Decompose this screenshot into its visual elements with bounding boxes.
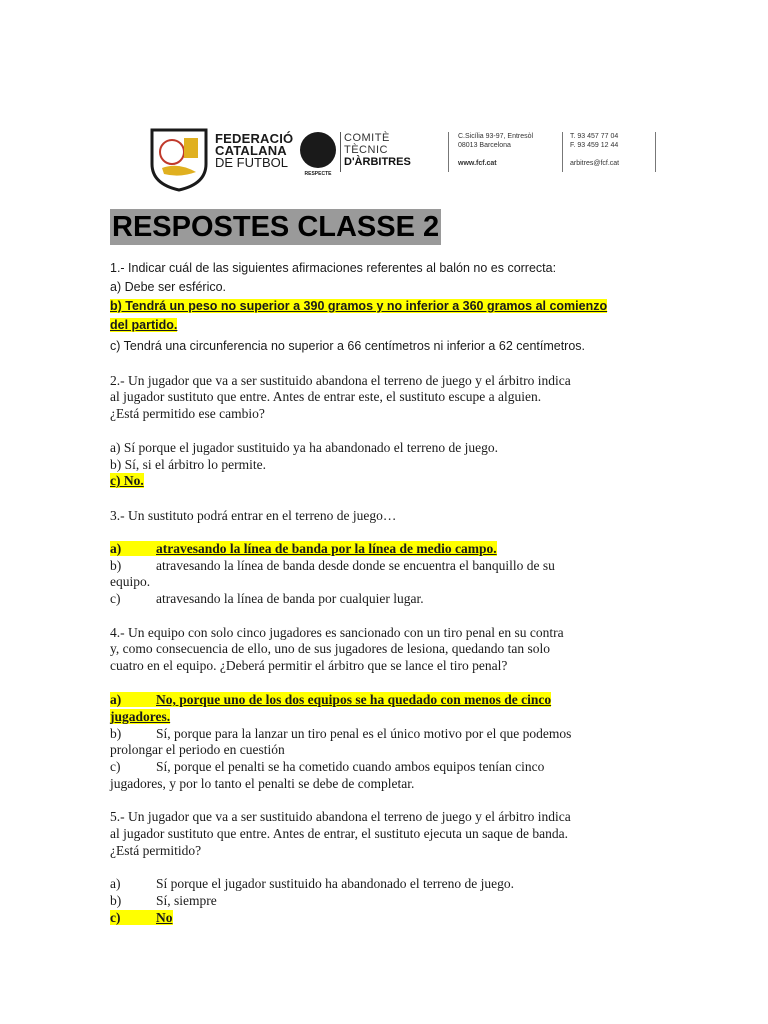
q4-c-text: Sí, porque el penalti se ha cometido cuando ambos equipos tenían cinco bbox=[156, 759, 545, 774]
q1-option-c: c) Tendrá una circunferencia no superior a 66 centímetros ni inferior a 62 centímetros. bbox=[110, 339, 586, 353]
contact-block bbox=[570, 132, 619, 168]
q4-question-line3: cuatro en el equipo. ¿Deberá permitir el árbitro que se lance el tiro penal? bbox=[110, 658, 508, 673]
q4-a-letter: a) bbox=[110, 692, 122, 707]
comite-line1: COMITÈ bbox=[344, 132, 390, 144]
divider bbox=[655, 132, 656, 172]
q2-option-b: b) Sí, si el árbitro lo permite. bbox=[110, 457, 266, 472]
address-block bbox=[458, 132, 533, 168]
q2-correct-answer: c) No. bbox=[110, 473, 144, 488]
q3-a-letter: a) bbox=[110, 541, 122, 556]
q2-question-line3: ¿Está permitido ese cambio? bbox=[110, 406, 265, 421]
q5-c-letter: c) bbox=[110, 910, 121, 925]
q1-option-b-cont bbox=[110, 316, 177, 335]
q4-option-a-cont bbox=[110, 708, 170, 725]
q5-b-letter: b) bbox=[110, 893, 122, 908]
q4-b-letter: b) bbox=[110, 726, 122, 741]
q3-b-text: atravesando la línea de banda desde donde se encuentra el banquillo de su bbox=[156, 558, 555, 573]
address-street: C.Sicília 93-97, Entresòl bbox=[458, 133, 534, 140]
q4-option-b bbox=[110, 725, 571, 742]
committee-name bbox=[344, 132, 411, 168]
fed-line1: FEDERACIÓ bbox=[215, 131, 294, 146]
fed-line3: DE FUTBOL bbox=[215, 155, 288, 170]
q4-option-c bbox=[110, 758, 544, 775]
q3-option-a bbox=[110, 540, 497, 557]
q4-question-line2: y, como consecuencia de ello, uno de sus jugadores de lesiona, quedando tan solo bbox=[110, 641, 551, 656]
q5-question-line2: al jugador sustituto que entre. Antes de entrar, el sustituto ejecuta un saque de banda. bbox=[110, 826, 568, 841]
q3-b-letter: b) bbox=[110, 558, 122, 573]
address-city: 08013 Barcelona bbox=[458, 142, 511, 149]
q4-c-letter: c) bbox=[110, 759, 121, 774]
q3-option-c bbox=[110, 590, 424, 607]
q4-correct-answer bbox=[110, 692, 551, 707]
q2-question-line2: al jugador sustituto que entre. Antes de entrar este, el sustituto escupe a alguien. bbox=[110, 389, 542, 404]
fax-number: F. 93 459 12 44 bbox=[570, 142, 619, 149]
phone-number: T. 93 457 77 04 bbox=[570, 133, 619, 140]
comite-line3: D'ÀRBITRES bbox=[344, 156, 411, 168]
q5-option-c bbox=[110, 909, 173, 926]
q2-option-a: a) Sí porque el jugador sustituido ya ha abandonado el terreno de juego. bbox=[110, 440, 499, 455]
q1-option-b-line2: del partido. bbox=[110, 318, 178, 332]
page-title: RESPOSTES CLASSE 2 bbox=[112, 211, 440, 243]
q5-question-line1: 5.- Un jugador que va a ser sustituido abandona el terreno de juego y el árbitro indica bbox=[110, 809, 571, 824]
divider bbox=[448, 132, 449, 172]
q4-question-line1: 4.- Un equipo con solo cinco jugadores es sancionado con un tiro penal en su contra bbox=[110, 625, 564, 640]
q5-b-text: Sí, siempre bbox=[156, 893, 217, 908]
q3-question: 3.- Un sustituto podrá entrar en el terreno de juego… bbox=[110, 508, 397, 523]
divider bbox=[562, 132, 563, 172]
q2-question-line1: 2.- Un jugador que va a ser sustituido abandona el terreno de juego y el árbitro indica bbox=[110, 373, 571, 388]
fed-line2: CATALANA bbox=[215, 143, 287, 158]
q1-option-a: a) Debe ser esférico. bbox=[110, 280, 227, 294]
q5-option-b bbox=[110, 892, 217, 909]
q1-option-b-line1: b) Tendrá un peso no superior a 390 gramos y no inferior a 360 gramos al comienzo bbox=[110, 299, 608, 313]
q5-a-text: Sí porque el jugador sustituido ha abandonado el terreno de juego. bbox=[156, 876, 515, 891]
q4-a-line2: jugadores. bbox=[110, 709, 171, 724]
q3-c-text: atravesando la línea de banda por cualquier lugar. bbox=[156, 591, 424, 606]
divider bbox=[340, 132, 341, 172]
seal-caption: RESPECTE bbox=[304, 171, 332, 177]
q4-option-b-cont: prolongar el periodo en cuestión bbox=[110, 742, 285, 757]
q2-option-c bbox=[110, 472, 144, 489]
q1-option-b bbox=[110, 297, 607, 316]
q1-question: 1.- Indicar cuál de las siguientes afirmaciones referentes al balón no es correcta: bbox=[110, 261, 557, 275]
respect-seal-logo bbox=[300, 132, 336, 168]
q3-a-text: atravesando la línea de banda por la línea de medio campo. bbox=[156, 541, 497, 556]
q5-a-letter: a) bbox=[110, 876, 121, 891]
comite-line2: TÈCNIC bbox=[344, 144, 388, 156]
q4-b-text: Sí, porque para la lanzar un tiro penal es el único motivo por el que podemos bbox=[156, 726, 572, 741]
q3-option-b-cont: equipo. bbox=[110, 574, 151, 589]
website-link[interactable]: www.fcf.cat bbox=[458, 160, 497, 167]
federation-name bbox=[215, 133, 293, 169]
q5-correct-answer bbox=[110, 910, 173, 925]
q5-option-a bbox=[110, 875, 514, 892]
q4-option-c-cont: jugadores, y por lo tanto el penalti se debe de completar. bbox=[110, 776, 415, 791]
email-link[interactable]: arbitres@fcf.cat bbox=[570, 160, 620, 167]
q5-c-text: No bbox=[156, 910, 173, 925]
q3-option-b bbox=[110, 557, 555, 574]
q4-a-text: No, porque uno de los dos equipos se ha quedado con menos de cinco bbox=[156, 692, 552, 707]
q4-option-a bbox=[110, 691, 551, 708]
q3-c-letter: c) bbox=[110, 591, 121, 606]
q5-question-line3: ¿Está permitido? bbox=[110, 843, 202, 858]
q3-correct-answer bbox=[110, 541, 497, 556]
fcf-shield-logo bbox=[150, 128, 208, 192]
letterhead bbox=[150, 128, 660, 192]
